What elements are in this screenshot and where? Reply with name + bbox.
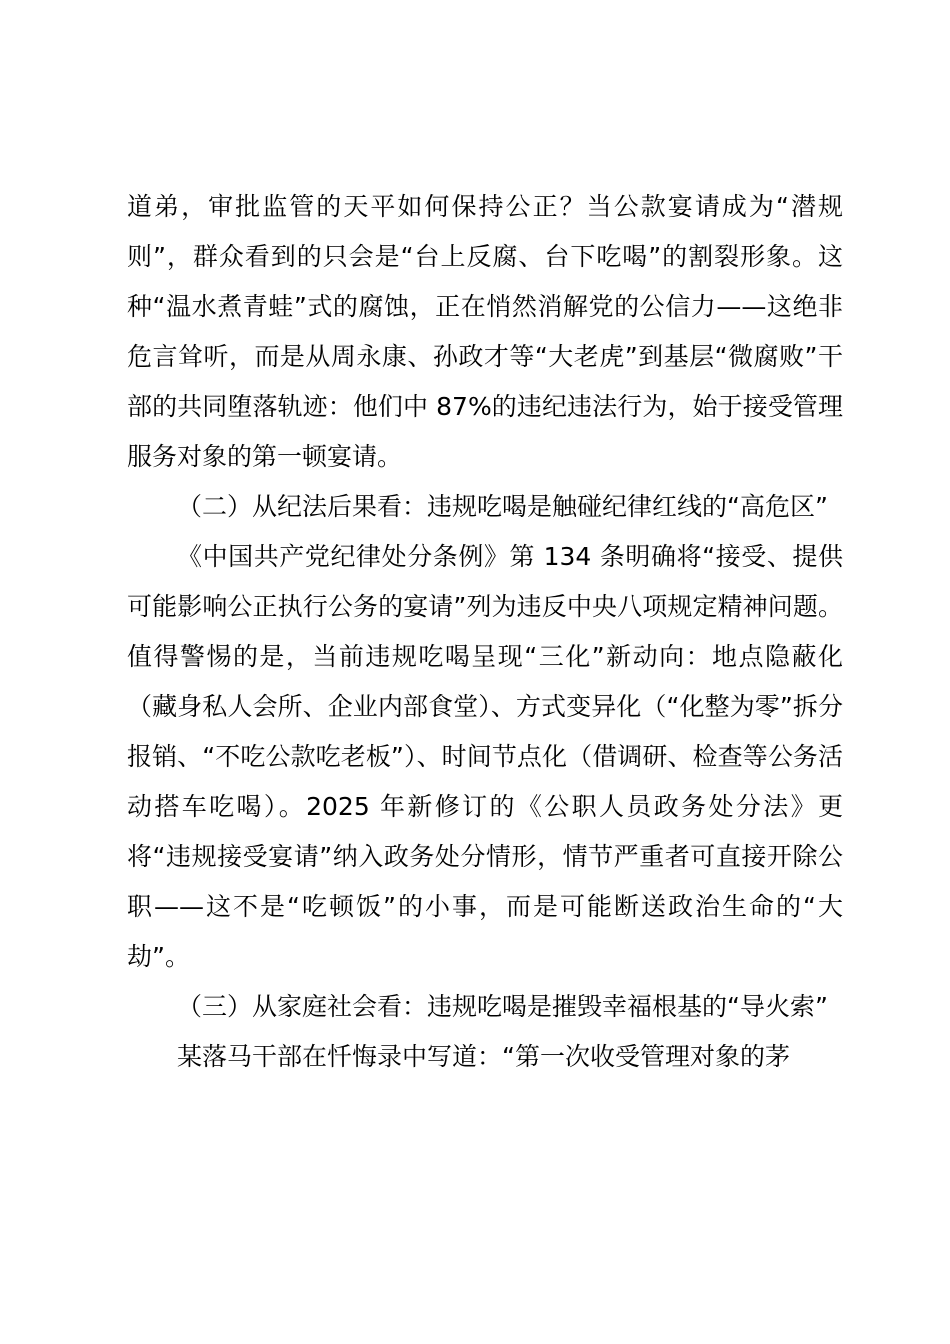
body-paragraph-confession: 某落马干部在忏悔录中写道：“第一次收受管理对象的茅	[177, 1042, 790, 1071]
section-heading-3: （三）从家庭社会看：违规吃喝是摧毁幸福根基的“导火索”	[177, 992, 828, 1021]
body-paragraph-continued: 道弟，审批监管的天平如何保持公正？当公款宴请成为“潜规则”，群众看到的只会是“台上反腐、台下吃喝”的割裂形象。这种“温水煮青蛙”式的腐蚀，正在悄然消解党的公信力——这绝非危言耸听，而是从周永康、孙政才等“大老虎”到基层“微腐败”干部的共同堕落轨迹：他们中 87%的违纪违法行为，始于接受管理服务对象的第一顿宴请。	[127, 192, 843, 471]
section-heading-2: （二）从纪法后果看：违规吃喝是触碰纪律红线的“高危区”	[177, 492, 828, 521]
body-paragraph-discipline: 《中国共产党纪律处分条例》第 134 条明确将“接受、提供可能影响公正执行公务的宴请”列为违反中央八项规定精神问题。值得警惕的是，当前违规吃喝呈现“三化”新动向：地点隐蔽化（藏身私人会所、企业内部食堂）、方式变异化（“化整为零”拆分报销、“不吃公款吃老板”）、时间节点化（借调研、检查等公务活动搭车吃喝）。2025 年新修订的《公职人员政务处分法》更将“违规接受宴请”纳入政务处分情形，情节严重者可直接开除公职——这不是“吃顿饭”的小事，而是可能断送政治生命的“大劫”。	[127, 542, 843, 971]
document-body	[127, 182, 843, 1082]
